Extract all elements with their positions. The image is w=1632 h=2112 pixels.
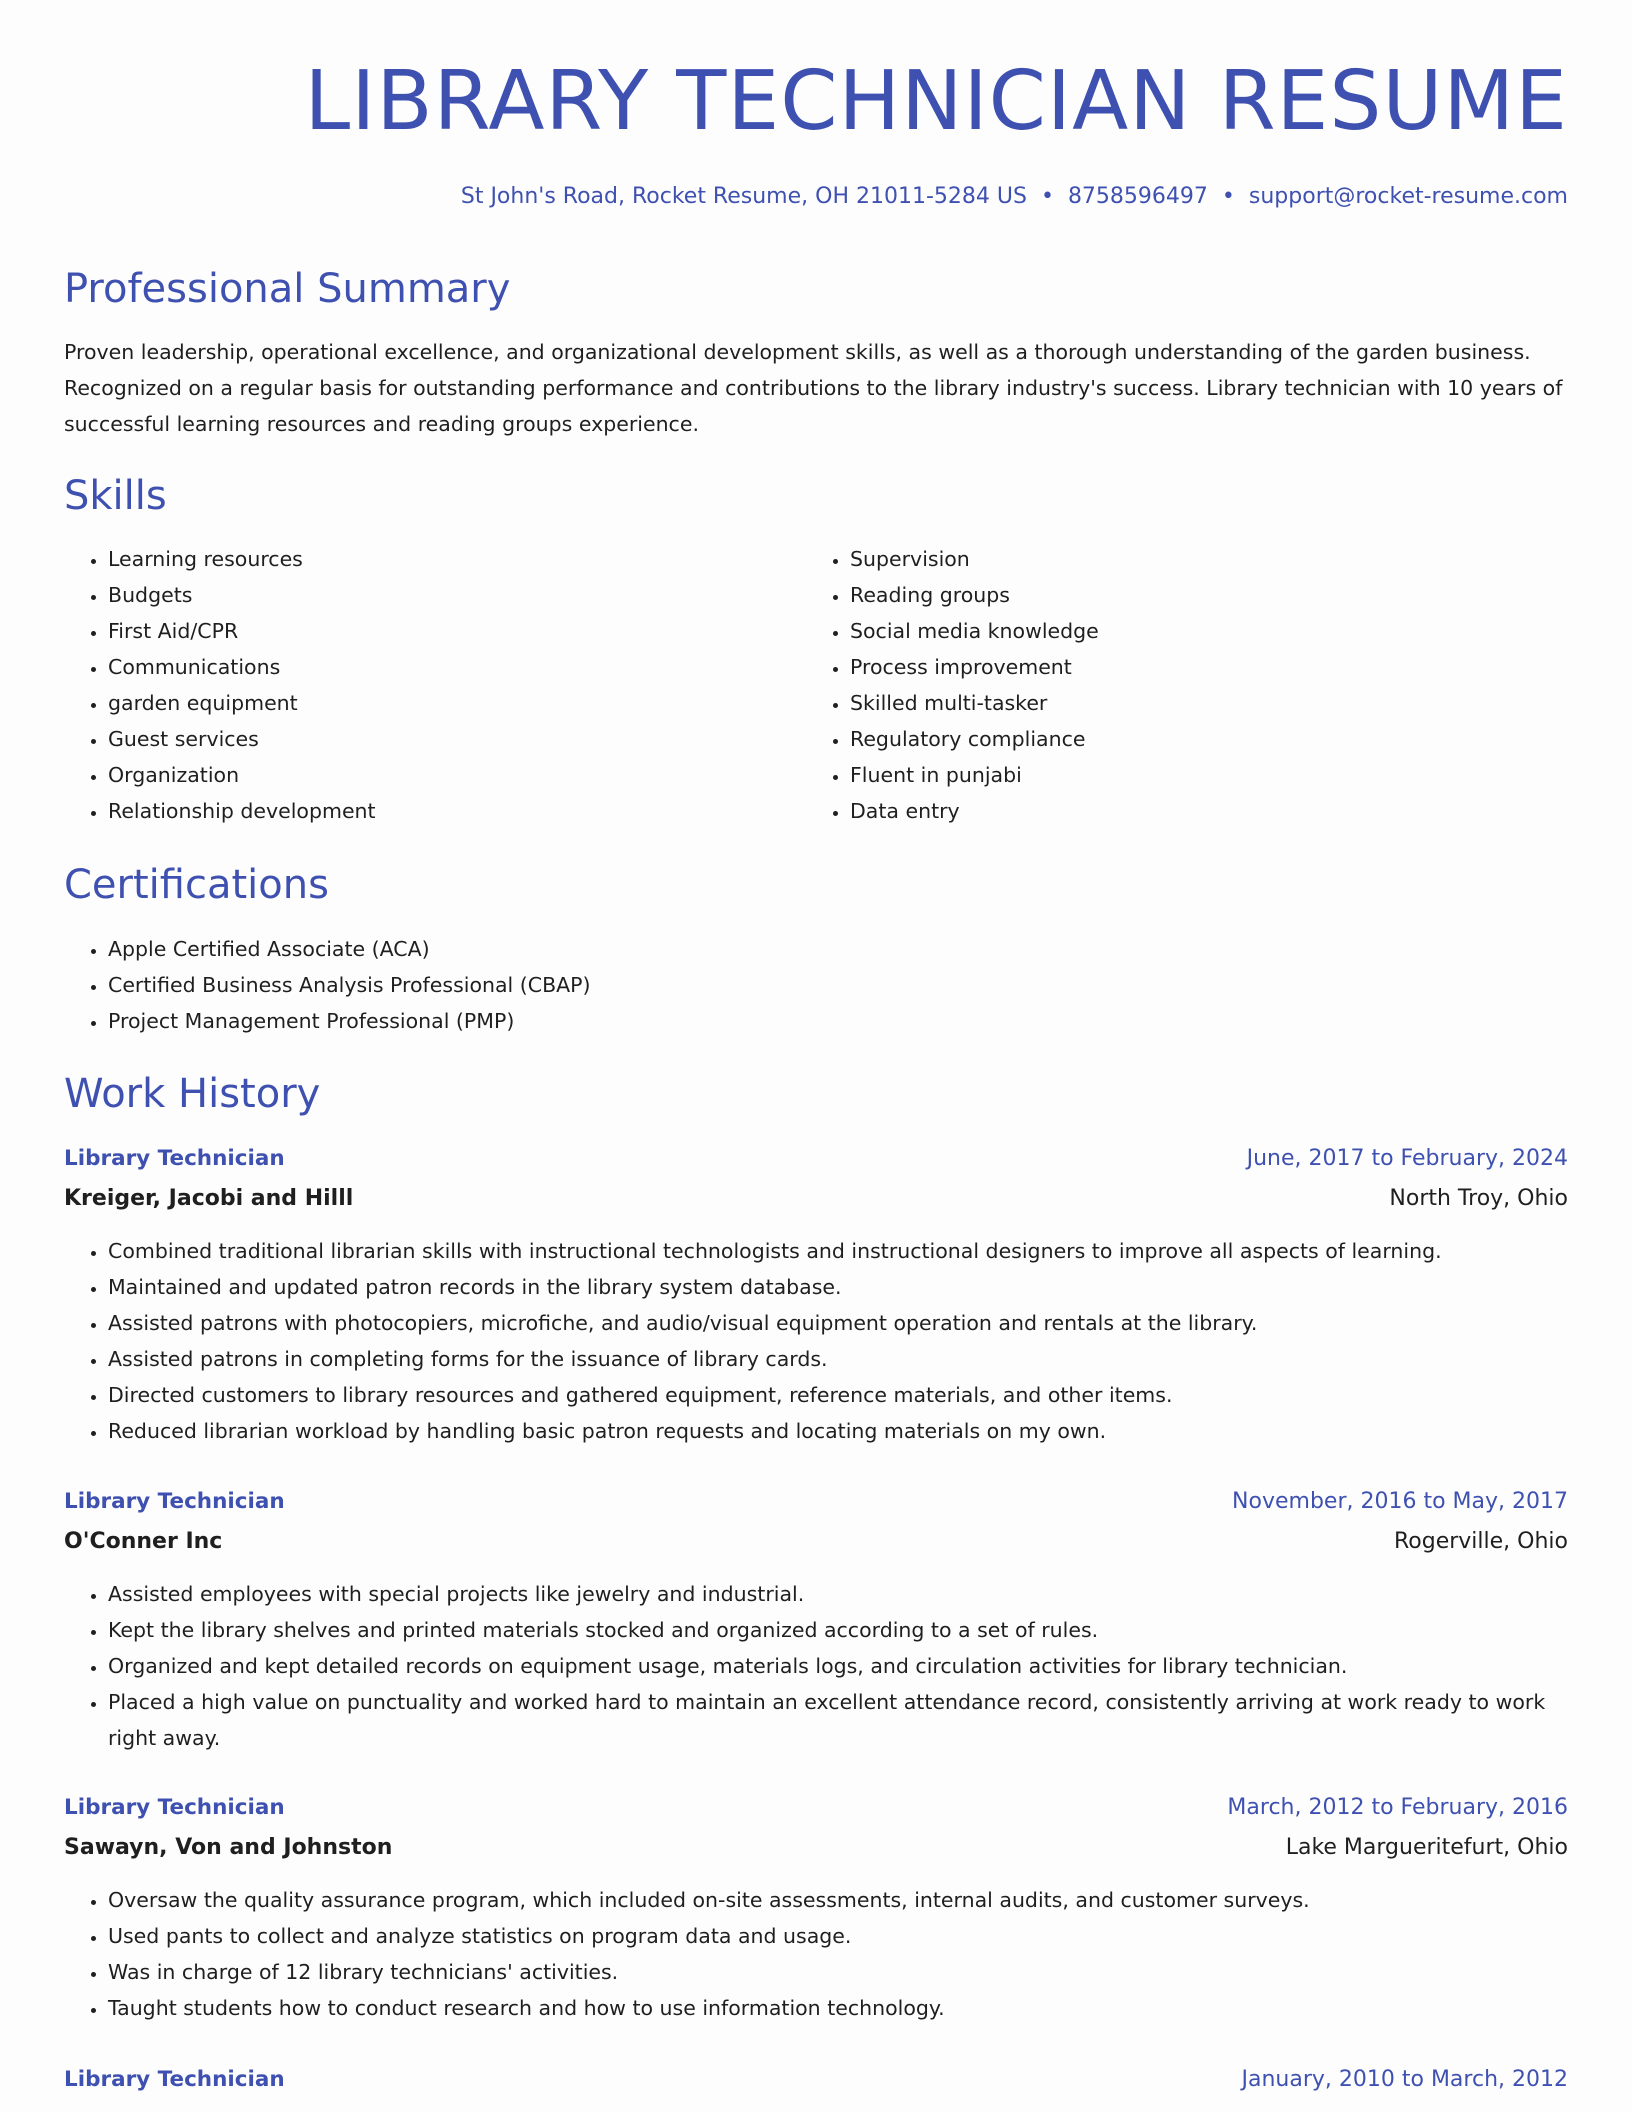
job-bullet: • Assisted employees with special projects like jewelry and industrial.	[108, 1576, 1568, 1612]
job-dates: June, 2017 to February, 2024	[1246, 1146, 1568, 1171]
skill-item: • Supervision	[850, 541, 1099, 577]
job-bullet: • Taught students how to conduct research and how to use information technology.	[108, 1990, 1568, 2026]
job-bullet: • Assisted patrons with photocopiers, microfiche, and audio/visual equipment operation and rentals at the library.	[108, 1305, 1568, 1341]
job-bullet: • Assisted patrons in completing forms for the issuance of library cards.	[108, 1341, 1568, 1377]
resume-title: LIBRARY TECHNICIAN RESUME	[304, 54, 1568, 149]
skill-item: • Learning resources	[108, 541, 376, 577]
contact-address: St John's Road, Rocket Resume, OH 21011-5284 US	[460, 184, 1027, 209]
skill-item: • garden equipment	[108, 685, 376, 721]
job-bullets	[64, 1233, 1568, 1449]
certifications-list	[64, 931, 591, 1039]
job-bullet: • Combined traditional librarian skills with instructional technologists and instructional designers to improve all aspects of learning.	[108, 1233, 1568, 1269]
certifications-heading: Certifications	[64, 862, 329, 908]
job-bullet: • Directed customers to library resources and gathered equipment, reference materials, and other items.	[108, 1377, 1568, 1413]
job-company-row	[64, 1524, 1568, 1564]
job-company: Kreiger, Jacobi and Hilll	[64, 1186, 354, 1211]
job-bullet: • Kept the library shelves and printed materials stocked and organized according to a set of rules.	[108, 1612, 1568, 1648]
job-bullets	[64, 1882, 1568, 2026]
contact-email[interactable]: support@rocket-resume.com	[1248, 184, 1568, 209]
job-company-row	[64, 1830, 1568, 1870]
skills-heading: Skills	[64, 473, 167, 519]
job-bullet: • Organized and kept detailed records on equipment usage, materials logs, and circulation activities for library technician.	[108, 1648, 1568, 1684]
skill-item: • Relationship development	[108, 793, 376, 829]
skill-item: • Organization	[108, 757, 376, 793]
certification-item: • Project Management Professional (PMP)	[108, 1003, 591, 1039]
certification-item: • Apple Certified Associate (ACA)	[108, 931, 591, 967]
skill-item: • Process improvement	[850, 649, 1099, 685]
skill-item: • Regulatory compliance	[850, 721, 1099, 757]
job-title: Library Technician	[64, 2067, 285, 2092]
skills-list-right	[806, 541, 1099, 829]
contact-separator: •	[1221, 184, 1235, 209]
job-bullet: • Used pants to collect and analyze statistics on program data and usage.	[108, 1918, 1568, 1954]
job-company-row	[64, 1181, 1568, 1221]
summary-text: Proven leadership, operational excellence, and organizational development skills, as well as a thorough understanding of the garden business. Recognized on a regular basis for outstanding performance and contributions to the library industry's success. Library technician with 10 years of successful learning resources and reading groups experience.	[64, 340, 1563, 436]
job-dates: November, 2016 to May, 2017	[1232, 1489, 1568, 1514]
contact-separator: •	[1040, 184, 1054, 209]
job-header-row	[64, 2062, 1568, 2102]
job-bullet: • Reduced librarian workload by handling basic patron requests and locating materials on my own.	[108, 1413, 1568, 1449]
job-header-row	[64, 1141, 1568, 1181]
job-entry	[64, 1484, 1568, 1756]
job-dates: January, 2010 to March, 2012	[1241, 2067, 1568, 2092]
job-location: Rogerville, Ohio	[1393, 1529, 1568, 1554]
job-location: North Troy, Ohio	[1389, 1186, 1568, 1211]
skill-item: • Data entry	[850, 793, 1099, 829]
skills-list-left	[64, 541, 376, 829]
skill-item: • Budgets	[108, 577, 376, 613]
job-bullets	[64, 1576, 1568, 1756]
job-header-row	[64, 1790, 1568, 1830]
job-bullet: • Placed a high value on punctuality and worked hard to maintain an excellent attendance record, consistently arriving at work ready to work right away.	[108, 1684, 1568, 1756]
job-title: Library Technician	[64, 1489, 285, 1514]
job-dates: March, 2012 to February, 2016	[1227, 1795, 1568, 1820]
job-title: Library Technician	[64, 1146, 285, 1171]
job-entry	[64, 1790, 1568, 2026]
job-bullet: • Was in charge of 12 library technicians' activities.	[108, 1954, 1568, 1990]
job-title: Library Technician	[64, 1795, 285, 1820]
summary-heading: Professional Summary	[64, 266, 511, 312]
job-location: Lake Margueritefurt, Ohio	[1285, 1835, 1568, 1860]
job-entry	[64, 2062, 1568, 2102]
work-history-heading: Work History	[64, 1071, 321, 1117]
job-bullet: • Maintained and updated patron records in the library system database.	[108, 1269, 1568, 1305]
job-header-row	[64, 1484, 1568, 1524]
skill-item: • Communications	[108, 649, 376, 685]
skill-item: • Skilled multi-tasker	[850, 685, 1099, 721]
skill-item: • First Aid/CPR	[108, 613, 376, 649]
contact-phone: 8758596497	[1067, 184, 1208, 209]
job-company: O'Conner Inc	[64, 1529, 223, 1554]
job-bullet: • Oversaw the quality assurance program, which included on-site assessments, internal audits, and customer surveys.	[108, 1882, 1568, 1918]
skill-item: • Social media knowledge	[850, 613, 1099, 649]
contact-line	[461, 180, 1568, 214]
job-company: Sawayn, Von and Johnston	[64, 1835, 393, 1860]
certification-item: • Certified Business Analysis Professional (CBAP)	[108, 967, 591, 1003]
skill-item: • Reading groups	[850, 577, 1099, 613]
job-entry	[64, 1141, 1568, 1449]
skill-item: • Fluent in punjabi	[850, 757, 1099, 793]
skill-item: • Guest services	[108, 721, 376, 757]
